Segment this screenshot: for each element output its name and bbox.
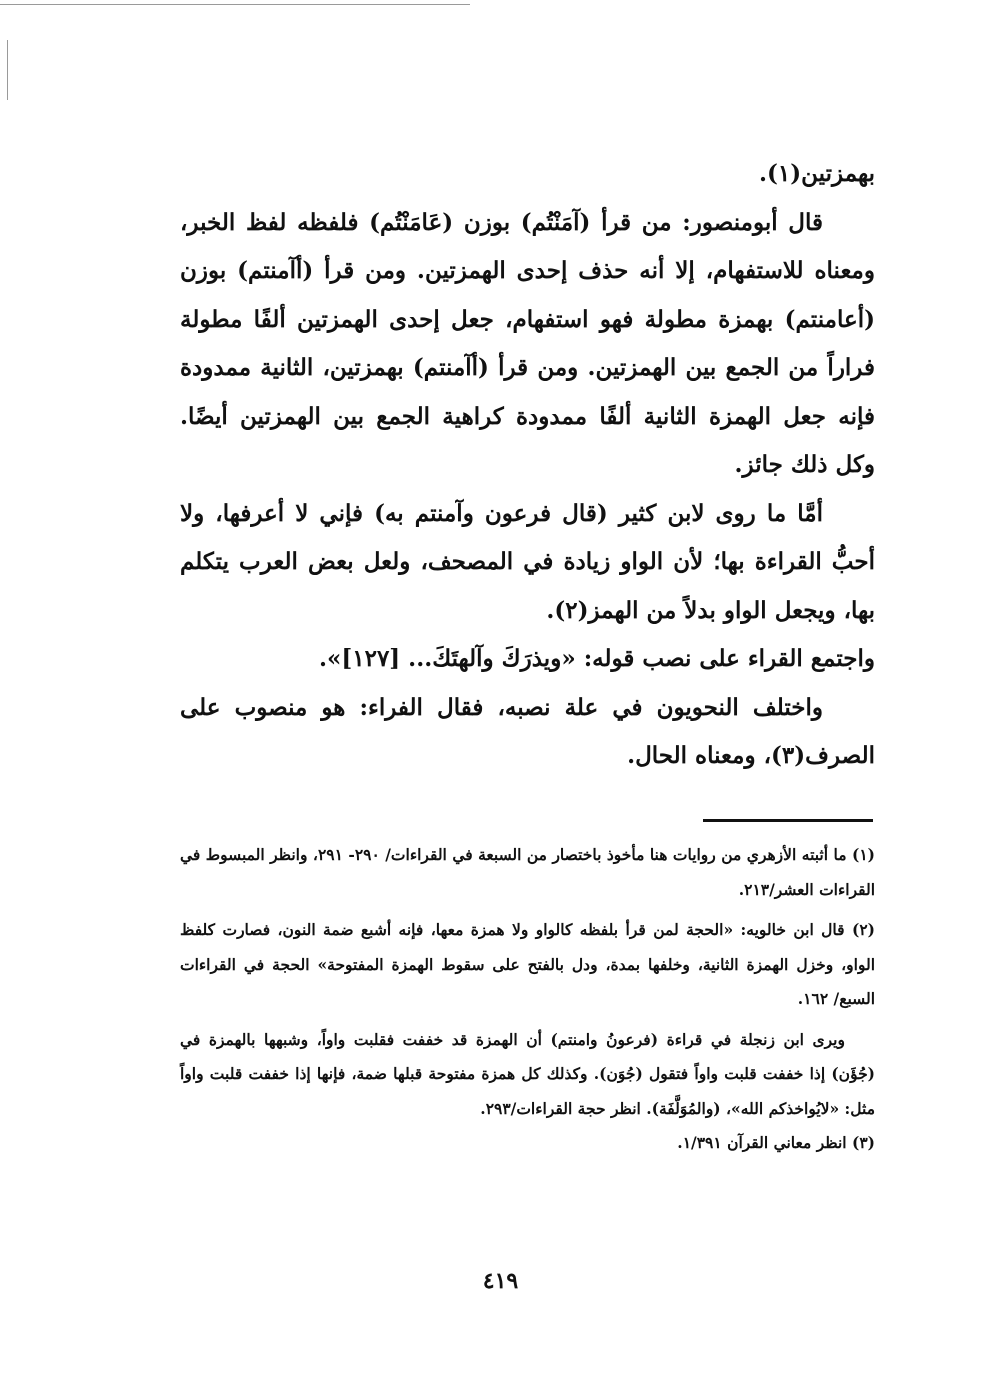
paragraph-3 <box>180 635 875 684</box>
page-number: ٤١٩ <box>482 1268 519 1294</box>
scan-edge-left <box>7 40 8 100</box>
scan-edge-top <box>0 4 470 5</box>
main-text <box>180 150 875 781</box>
footnote-3: (٣) انظر معاني القرآن ١/٣٩١. <box>677 1133 875 1152</box>
paragraph-3-suffix: ... [١٢٧]». <box>318 645 433 672</box>
paragraph-0: بهمزتين(١). <box>759 160 875 187</box>
footnote-2: (٢) قال ابن خالويه: «الحجة لمن قرأ بلفظه كالواو ولا همزة معها، فإنه أشبع ضمة النون، فصارت كلفظ الواو، وخزل الهمزة الثانية، وخلفها بمدة، ودل بالفتح على سقوط الهمزة المفتوحة» الحجة في القراءات السبع/ ١٦٢. <box>180 920 875 1008</box>
footnote-separator <box>703 819 873 822</box>
paragraph-1: قال أبومنصور: من قرأ (آمَنْتُم) بوزن (عَامَنْتُم) فلفظه لفظ الخبر، ومعناه للاستفهام، إلا أنه حذف إحدى الهمزتين. ومن قرأ (أآمنتم) بوزن (أعامنتم) بهمزة مطولة فهو استفهام، جعل إحدى الهمزتين ألفًا مطولة فراراً من الجمع بين الهمزتين. ومن قرأ (أآمنتم) بهمزتين، الثانية ممدودة فإنه جعل الهمزة الثانية ألفًا ممدودة كراهية الجمع بين الهمزتين أيضًا. وكل ذلك جائز. <box>180 208 875 478</box>
footnote-2-continued: ويرى ابن زنجلة في قراءة (فرعونُ وامنتم) أن الهمزة قد خففت فقلبت واواً، وشبهها بالهمزة في (جُؤَن) إذا خففت قلبت واواً فتقول (جُوَن). وكذلك كل همزة مفتوحة قبلها ضمة، فإنها إذا خففت قلبت واواً مثل: «لايُواخذكم الله»، (والمُوَلَّفَة). انظر حجة القراءات/٢٩٣. <box>180 1029 875 1118</box>
footnote-1: (١) ما أثبته الأزهري من روايات هنا مأخوذ باختصار من السبعة في القراءات/ ٢٩٠- ٢٩١، وانظر المبسوط في القراءات العشر/٢١٣. <box>180 845 875 899</box>
paragraph-4: واختلف النحويون في علة نصبه، فقال الفراء: هو منصوب على الصرف(٣)، ومعناه الحال. <box>180 693 875 769</box>
paragraph-3-prefix: واجتمع القراء على نصب قوله: « <box>561 645 875 672</box>
quran-quote: ويذرَكَ وآلهتَكَ <box>432 645 562 672</box>
footnotes <box>180 838 875 1161</box>
paragraph-2: أمَّا ما روى لابن كثير (قال فرعون وآمنتم به) فإني لا أعرفها، ولا أحبُّ القراءة بها؛ لأن الواو زيادة في المصحف، ولعل بعض العرب يتكلم بها، ويجعل الواو بدلاً من الهمز(٢). <box>180 499 875 624</box>
